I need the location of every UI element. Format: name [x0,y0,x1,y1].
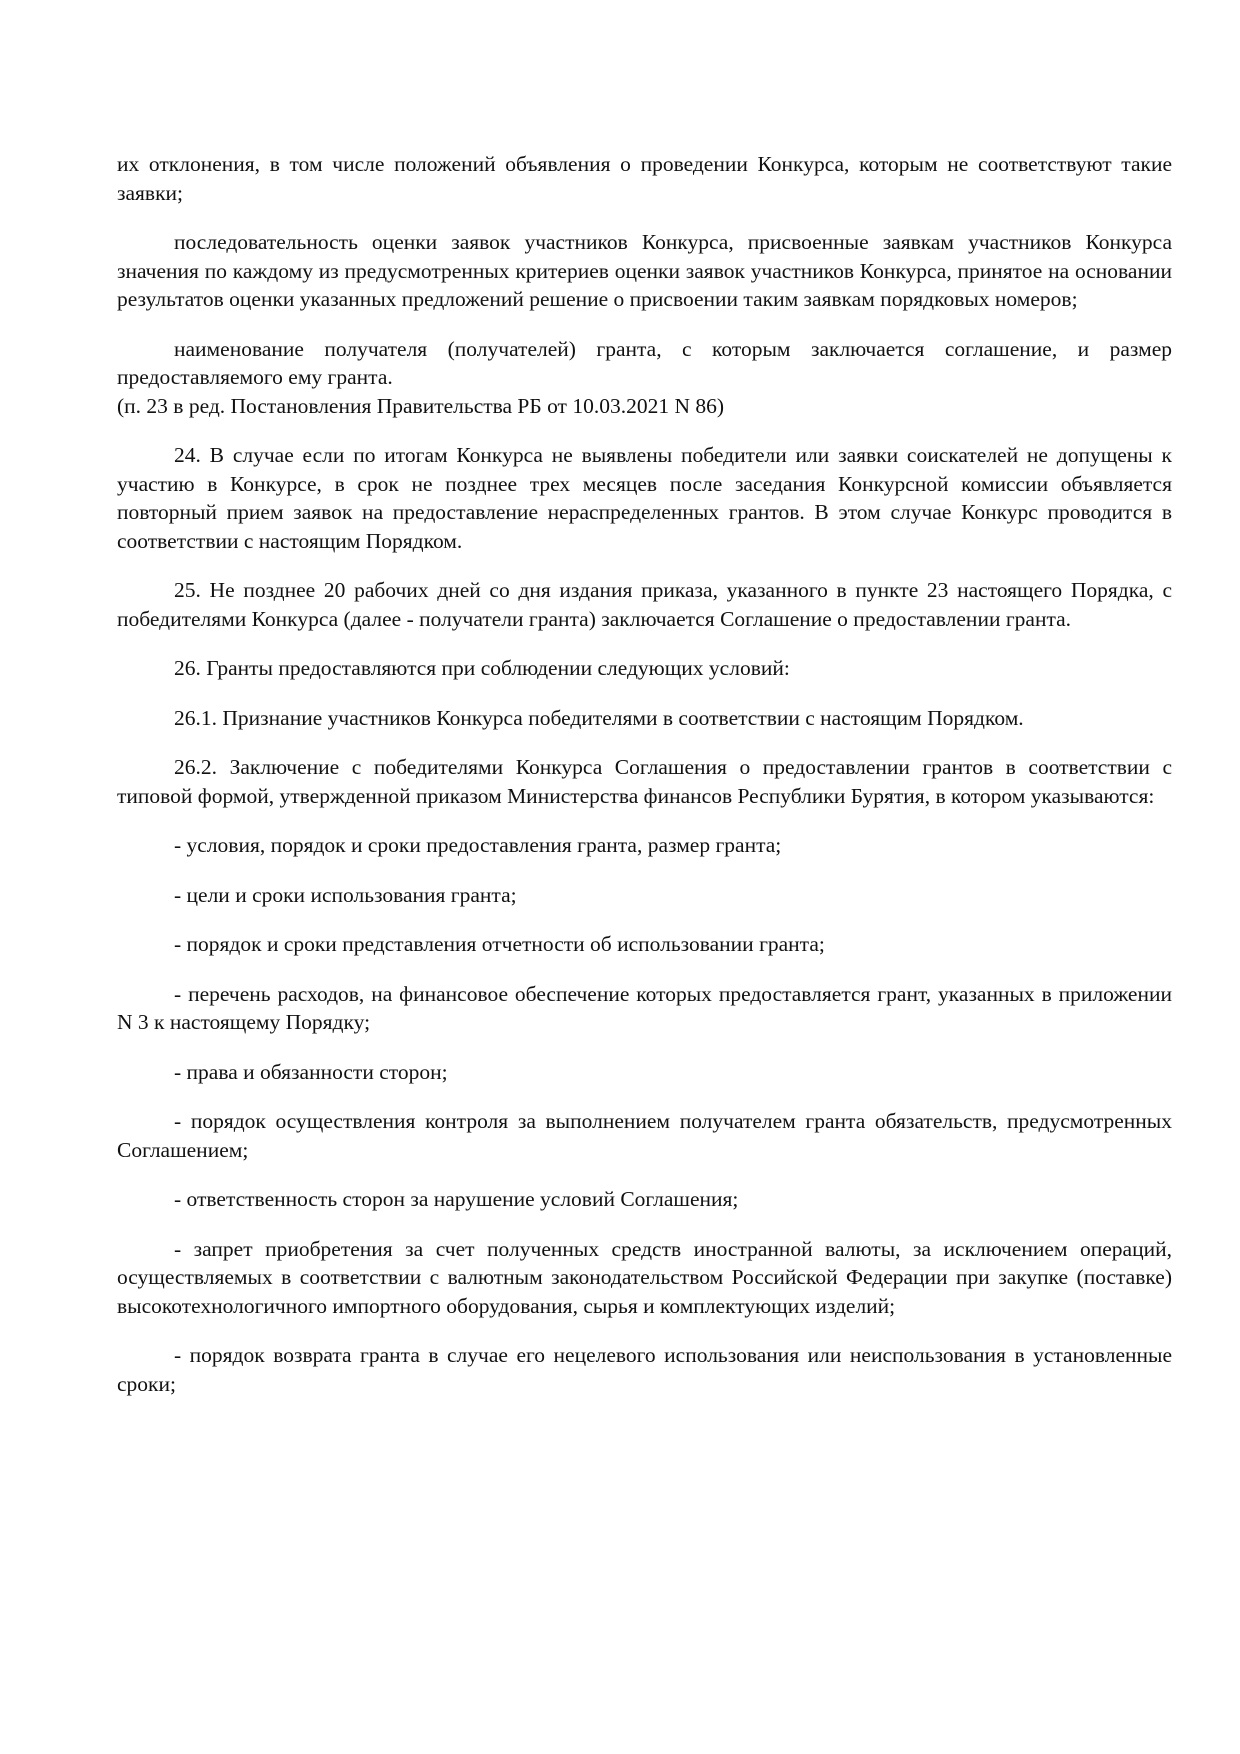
list-item-conditions: - условия, порядок и сроки предоставления гранта, размер гранта; [174,833,782,857]
list-item-goals: - цели и сроки использования гранта; [174,882,517,907]
list-item-control: - порядок осуществления контроля за выполнением получателем гранта обязательств, предусмотренных Соглашением; [117,1109,1172,1162]
list-item-rights: - права и обязанности сторон; [174,1059,448,1084]
list-item-reporting: - порядок и сроки представления отчетности об использовании гранта; [174,932,825,956]
paragraph-26-2: 26.2. Заключение с победителями Конкурса Соглашения о предоставлении грантов в соответствии с типовой формой, утвержденной приказом Министерства финансов Республики Бурятия, в котором указываются: [117,755,1172,808]
paragraph-recipient-name: наименование получателя (получателей) гранта, с которым заключается соглашение, и размер предоставляемого ему гранта. [117,336,1172,389]
list-item-refund: - порядок возврата гранта в случае его нецелевого использования или неиспользования в установленные сроки; [117,1343,1172,1396]
paragraph-26: 26. Гранты предоставляются при соблюдении следующих условий: [174,656,790,680]
list-item-currency-ban: - запрет приобретения за счет полученных средств иностранной валюты, за исключением операций, осуществляемых в соответствии с валютным законодательством Российской Федерации при закупке (поставке) высокотехнологичного импортного оборудования, сырья и комплектующих изделий; [117,1236,1172,1318]
amendment-note: (п. 23 в ред. Постановления Правительства РБ от 10.03.2021 N 86) [117,393,725,418]
document-page [117,150,1172,1419]
paragraph-evaluation-sequence: последовательность оценки заявок участников Конкурса, присвоенные заявкам участников Конкурса значения по каждому из предусмотренных критериев оценки заявок участников Конкурса, принятое на основании результатов оценки указанных предложений решение о присвоении таким заявкам порядковых номеров; [117,230,1172,311]
paragraph-continuation: их отклонения, в том числе положений объявления о проведении Конкурса, которым не соответствуют такие заявки; [117,152,1172,205]
paragraph-24: 24. В случае если по итогам Конкурса не выявлены победители или заявки соискателей не допущены к участию в Конкурсе, в срок не позднее трех месяцев после заседания Конкурсной комиссии объявляется повторный прием заявок на предоставление нераспределенных грантов. В этом случае Конкурс проводится в соответствии с настоящим Порядком. [117,443,1172,553]
paragraph-26-1: 26.1. Признание участников Конкурса победителями в соответствии с настоящим Порядком. [174,705,1024,730]
list-item-liability: - ответственность сторон за нарушение условий Соглашения; [174,1187,739,1211]
paragraph-25: 25. Не позднее 20 рабочих дней со дня издания приказа, указанного в пункте 23 настоящего Порядка, с победителями Конкурса (далее - получатели гранта) заключается Соглашение о предоставлении гранта. [117,578,1172,631]
list-item-expenses: - перечень расходов, на финансовое обеспечение которых предоставляется грант, указанных в приложении N 3 к настоящему Порядку; [117,981,1172,1034]
